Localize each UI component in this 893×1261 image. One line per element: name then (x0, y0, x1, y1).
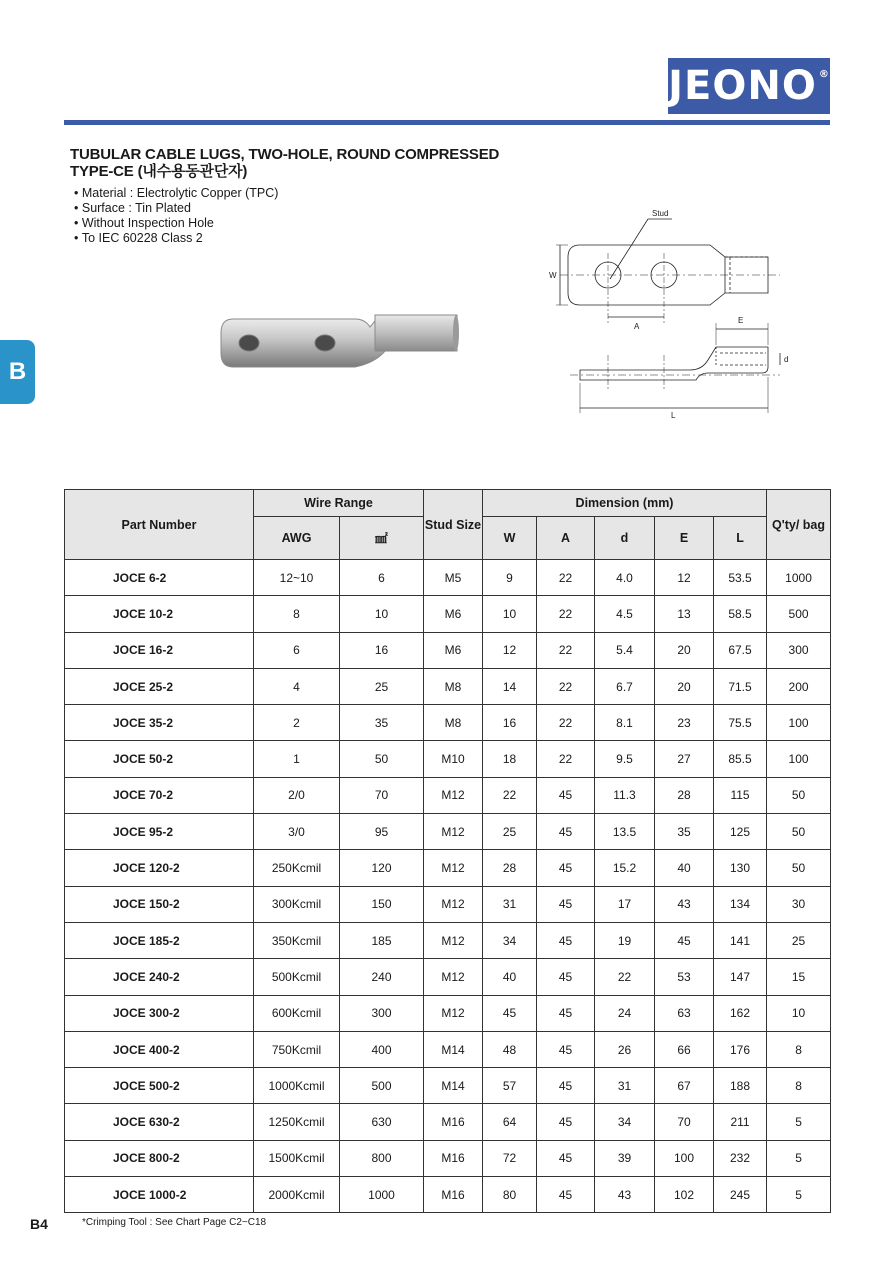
cell-a: 22 (537, 632, 595, 668)
cell-part: JOCE 120-2 (65, 850, 254, 886)
cell-mm2: 6 (340, 560, 424, 596)
cell-part: JOCE 150-2 (65, 886, 254, 922)
lug-photo (215, 305, 465, 380)
cell-mm2: 10 (340, 596, 424, 632)
table-row (65, 1104, 831, 1140)
cell-l: 162 (714, 995, 767, 1031)
cell-a: 45 (537, 1068, 595, 1104)
spec-item: • Surface : Tin Plated (74, 201, 278, 216)
cell-d: 43 (595, 1177, 655, 1213)
w-label: W (549, 271, 557, 280)
cell-qty: 200 (767, 668, 831, 704)
cell-l: 115 (714, 777, 767, 813)
cell-awg: 350Kcmil (254, 922, 340, 958)
cell-d: 31 (595, 1068, 655, 1104)
section-tab: B (0, 340, 35, 404)
cell-w: 40 (483, 959, 537, 995)
cell-l: 232 (714, 1140, 767, 1176)
cell-qty: 8 (767, 1068, 831, 1104)
spec-list (74, 186, 278, 246)
cell-awg: 750Kcmil (254, 1031, 340, 1067)
cell-awg: 1250Kcmil (254, 1104, 340, 1140)
cell-stud: M14 (424, 1031, 483, 1067)
cell-mm2: 150 (340, 886, 424, 922)
cell-a: 45 (537, 777, 595, 813)
cell-l: 134 (714, 886, 767, 922)
cell-a: 22 (537, 741, 595, 777)
cell-mm2: 95 (340, 814, 424, 850)
cell-qty: 50 (767, 814, 831, 850)
cell-part: JOCE 1000-2 (65, 1177, 254, 1213)
cell-awg: 12~10 (254, 560, 340, 596)
header-w: W (483, 517, 537, 560)
table-row (65, 814, 831, 850)
cell-l: 211 (714, 1104, 767, 1140)
cell-a: 45 (537, 886, 595, 922)
cell-stud: M12 (424, 959, 483, 995)
table-row (65, 596, 831, 632)
header-rule (64, 120, 830, 125)
cell-a: 22 (537, 560, 595, 596)
header-a: A (537, 517, 595, 560)
cell-l: 125 (714, 814, 767, 850)
cell-w: 16 (483, 705, 537, 741)
cell-stud: M6 (424, 596, 483, 632)
registered-mark: ® (818, 68, 830, 80)
cell-a: 45 (537, 1140, 595, 1176)
cell-stud: M16 (424, 1177, 483, 1213)
cell-qty: 500 (767, 596, 831, 632)
cell-a: 22 (537, 705, 595, 741)
cell-part: JOCE 300-2 (65, 995, 254, 1031)
cell-mm2: 400 (340, 1031, 424, 1067)
table-row (65, 1177, 831, 1213)
cell-w: 64 (483, 1104, 537, 1140)
cell-stud: M12 (424, 922, 483, 958)
cell-a: 45 (537, 995, 595, 1031)
cell-e: 20 (655, 632, 714, 668)
cell-mm2: 16 (340, 632, 424, 668)
page-title (70, 146, 499, 180)
spec-item: • Material : Electrolytic Copper (TPC) (74, 186, 278, 201)
table-row (65, 959, 831, 995)
cell-part: JOCE 185-2 (65, 922, 254, 958)
cell-part: JOCE 500-2 (65, 1068, 254, 1104)
cell-awg: 2 (254, 705, 340, 741)
spec-item: • To IEC 60228 Class 2 (74, 231, 278, 246)
cell-part: JOCE 400-2 (65, 1031, 254, 1067)
footnote: *Crimping Tool : See Chart Page C2~C18 (82, 1217, 267, 1228)
cell-e: 28 (655, 777, 714, 813)
cell-awg: 4 (254, 668, 340, 704)
cell-w: 18 (483, 741, 537, 777)
cell-stud: M8 (424, 705, 483, 741)
cell-e: 12 (655, 560, 714, 596)
cell-part: JOCE 25-2 (65, 668, 254, 704)
header-awg: AWG (254, 517, 340, 560)
header-l: L (714, 517, 767, 560)
cell-l: 53.5 (714, 560, 767, 596)
cell-part: JOCE 6-2 (65, 560, 254, 596)
header-e: E (655, 517, 714, 560)
table-row (65, 850, 831, 886)
table-row (65, 1068, 831, 1104)
cell-stud: M12 (424, 995, 483, 1031)
table-row (65, 922, 831, 958)
cell-l: 67.5 (714, 632, 767, 668)
cell-e: 66 (655, 1031, 714, 1067)
cell-awg: 250Kcmil (254, 850, 340, 886)
cell-qty: 5 (767, 1177, 831, 1213)
cell-e: 27 (655, 741, 714, 777)
cell-part: JOCE 10-2 (65, 596, 254, 632)
cell-mm2: 800 (340, 1140, 424, 1176)
cell-awg: 2/0 (254, 777, 340, 813)
cell-part: JOCE 70-2 (65, 777, 254, 813)
cell-qty: 8 (767, 1031, 831, 1067)
cell-l: 130 (714, 850, 767, 886)
cell-d: 22 (595, 959, 655, 995)
cell-stud: M10 (424, 741, 483, 777)
cell-a: 45 (537, 1104, 595, 1140)
header-stud-size: Stud Size (424, 490, 483, 560)
cell-e: 40 (655, 850, 714, 886)
cell-stud: M14 (424, 1068, 483, 1104)
cell-mm2: 50 (340, 741, 424, 777)
cell-e: 70 (655, 1104, 714, 1140)
cell-mm2: 300 (340, 995, 424, 1031)
cell-l: 245 (714, 1177, 767, 1213)
cell-mm2: 25 (340, 668, 424, 704)
cell-qty: 300 (767, 632, 831, 668)
cell-e: 43 (655, 886, 714, 922)
header-wire-range: Wire Range (254, 490, 424, 517)
d-label: d (784, 355, 789, 364)
table-row (65, 741, 831, 777)
cell-d: 26 (595, 1031, 655, 1067)
cell-e: 45 (655, 922, 714, 958)
table-row (65, 705, 831, 741)
cell-qty: 10 (767, 995, 831, 1031)
cell-mm2: 1000 (340, 1177, 424, 1213)
cell-part: JOCE 16-2 (65, 632, 254, 668)
cell-d: 17 (595, 886, 655, 922)
cell-awg: 600Kcmil (254, 995, 340, 1031)
cell-qty: 25 (767, 922, 831, 958)
cell-stud: M12 (424, 850, 483, 886)
cell-stud: M16 (424, 1104, 483, 1140)
cell-mm2: 70 (340, 777, 424, 813)
cell-stud: M12 (424, 814, 483, 850)
cell-part: JOCE 630-2 (65, 1104, 254, 1140)
cell-w: 80 (483, 1177, 537, 1213)
cell-d: 11.3 (595, 777, 655, 813)
brand-name: JEONO (668, 63, 817, 109)
cell-a: 45 (537, 814, 595, 850)
cell-d: 6.7 (595, 668, 655, 704)
cell-part: JOCE 95-2 (65, 814, 254, 850)
cell-l: 147 (714, 959, 767, 995)
table-row (65, 1140, 831, 1176)
cell-w: 12 (483, 632, 537, 668)
header-d: d (595, 517, 655, 560)
cell-awg: 6 (254, 632, 340, 668)
cell-e: 35 (655, 814, 714, 850)
cell-d: 4.0 (595, 560, 655, 596)
cell-qty: 5 (767, 1104, 831, 1140)
cell-w: 10 (483, 596, 537, 632)
cell-w: 22 (483, 777, 537, 813)
cell-w: 25 (483, 814, 537, 850)
cell-mm2: 185 (340, 922, 424, 958)
cell-a: 45 (537, 959, 595, 995)
header-mm2: ㎟ (340, 517, 424, 560)
cell-w: 45 (483, 995, 537, 1031)
cell-qty: 15 (767, 959, 831, 995)
cell-stud: M16 (424, 1140, 483, 1176)
header-qty: Q'ty/ bag (767, 490, 831, 560)
cell-qty: 50 (767, 777, 831, 813)
cell-stud: M12 (424, 886, 483, 922)
cell-e: 20 (655, 668, 714, 704)
cell-l: 85.5 (714, 741, 767, 777)
cell-e: 63 (655, 995, 714, 1031)
header-dimension: Dimension (mm) (483, 490, 767, 517)
title-line-1: TUBULAR CABLE LUGS, TWO-HOLE, ROUND COMPRESSED (70, 146, 500, 163)
table-row (65, 1031, 831, 1067)
cell-a: 45 (537, 1177, 595, 1213)
table-row (65, 886, 831, 922)
cell-mm2: 35 (340, 705, 424, 741)
cell-mm2: 240 (340, 959, 424, 995)
cell-l: 141 (714, 922, 767, 958)
cell-awg: 3/0 (254, 814, 340, 850)
dimension-drawing (540, 205, 800, 420)
cell-awg: 1000Kcmil (254, 1068, 340, 1104)
cell-e: 53 (655, 959, 714, 995)
table-row (65, 560, 831, 596)
cell-w: 48 (483, 1031, 537, 1067)
cell-awg: 1 (254, 741, 340, 777)
cell-l: 176 (714, 1031, 767, 1067)
cell-qty: 100 (767, 741, 831, 777)
cell-d: 34 (595, 1104, 655, 1140)
table-row (65, 777, 831, 813)
table-row (65, 995, 831, 1031)
cell-w: 9 (483, 560, 537, 596)
cell-d: 13.5 (595, 814, 655, 850)
cell-stud: M6 (424, 632, 483, 668)
cell-stud: M5 (424, 560, 483, 596)
cell-stud: M12 (424, 777, 483, 813)
cell-mm2: 120 (340, 850, 424, 886)
cell-d: 15.2 (595, 850, 655, 886)
cell-d: 9.5 (595, 741, 655, 777)
cell-awg: 500Kcmil (254, 959, 340, 995)
cell-e: 13 (655, 596, 714, 632)
cell-part: JOCE 35-2 (65, 705, 254, 741)
cell-l: 75.5 (714, 705, 767, 741)
cell-awg: 8 (254, 596, 340, 632)
cell-qty: 50 (767, 850, 831, 886)
cell-e: 23 (655, 705, 714, 741)
cell-a: 45 (537, 922, 595, 958)
cell-awg: 1500Kcmil (254, 1140, 340, 1176)
cell-d: 39 (595, 1140, 655, 1176)
cell-w: 34 (483, 922, 537, 958)
cell-e: 102 (655, 1177, 714, 1213)
table-body (65, 560, 831, 1213)
cell-l: 58.5 (714, 596, 767, 632)
table-row (65, 668, 831, 704)
cell-part: JOCE 240-2 (65, 959, 254, 995)
cell-w: 31 (483, 886, 537, 922)
cell-a: 22 (537, 668, 595, 704)
cell-qty: 100 (767, 705, 831, 741)
cell-w: 28 (483, 850, 537, 886)
cell-stud: M8 (424, 668, 483, 704)
e-label: E (738, 316, 744, 325)
cell-part: JOCE 50-2 (65, 741, 254, 777)
cell-awg: 2000Kcmil (254, 1177, 340, 1213)
brand-logo (668, 58, 830, 114)
cell-d: 8.1 (595, 705, 655, 741)
cell-l: 188 (714, 1068, 767, 1104)
cell-w: 57 (483, 1068, 537, 1104)
cell-a: 22 (537, 596, 595, 632)
cell-part: JOCE 800-2 (65, 1140, 254, 1176)
cell-mm2: 500 (340, 1068, 424, 1104)
cell-d: 24 (595, 995, 655, 1031)
spec-item: • Without Inspection Hole (74, 216, 278, 231)
table-row (65, 632, 831, 668)
cell-qty: 30 (767, 886, 831, 922)
cell-d: 19 (595, 922, 655, 958)
cell-awg: 300Kcmil (254, 886, 340, 922)
header-part-number: Part Number (65, 490, 254, 560)
cell-d: 4.5 (595, 596, 655, 632)
l-label: L (671, 411, 676, 420)
cell-e: 100 (655, 1140, 714, 1176)
cell-qty: 1000 (767, 560, 831, 596)
cell-e: 67 (655, 1068, 714, 1104)
cell-l: 71.5 (714, 668, 767, 704)
cell-w: 72 (483, 1140, 537, 1176)
a-label: A (634, 322, 640, 331)
cell-d: 5.4 (595, 632, 655, 668)
cell-w: 14 (483, 668, 537, 704)
title-line-2: TYPE-CE (내수용동관단자) (70, 163, 248, 180)
cell-mm2: 630 (340, 1104, 424, 1140)
cell-qty: 5 (767, 1140, 831, 1176)
cell-a: 45 (537, 1031, 595, 1067)
stud-label: Stud (652, 209, 669, 218)
spec-table (64, 489, 831, 1213)
cell-a: 45 (537, 850, 595, 886)
page-number: B4 (30, 1216, 48, 1232)
